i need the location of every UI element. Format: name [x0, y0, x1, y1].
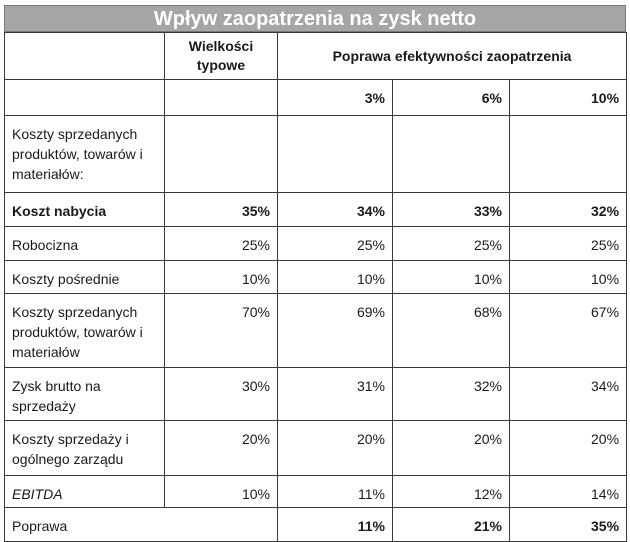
row-value: 35% — [165, 193, 278, 227]
row-value: 31% — [278, 368, 393, 421]
row-label-zysk-brutto: Zysk brutto na sprzedaży — [5, 368, 165, 421]
table-row — [5, 476, 627, 508]
percent-col-3: 10% — [510, 80, 627, 116]
table-title: Wpływ zaopatrzenia na zysk netto — [4, 5, 626, 32]
row-label-koszty-sprzedazy: Koszty sprzedaży i ogólnego zarządu — [5, 421, 165, 476]
percent-col-2: 6% — [393, 80, 510, 116]
final-row-empty — [165, 508, 278, 542]
empty-percent-label-cell — [5, 80, 165, 116]
row-value: 20% — [510, 421, 627, 476]
row-value: 68% — [393, 294, 510, 368]
row-value: 32% — [393, 368, 510, 421]
row-value: 32% — [510, 193, 627, 227]
row-value: 25% — [278, 227, 393, 261]
percent-col-1: 3% — [278, 80, 393, 116]
intro-row — [5, 116, 627, 193]
row-label-koszt-nabycia: Koszt nabycia — [5, 193, 165, 227]
percent-row — [5, 80, 627, 116]
header-typical: Wielkości typowe — [165, 33, 278, 80]
table-row — [5, 421, 627, 476]
row-value: 25% — [510, 227, 627, 261]
header-row — [5, 33, 627, 80]
row-value: 70% — [165, 294, 278, 368]
row-value: 21% — [393, 508, 510, 542]
row-value: 20% — [165, 421, 278, 476]
table-row — [5, 294, 627, 368]
row-label-koszty-posrednie: Koszty pośrednie — [5, 261, 165, 294]
row-value: 10% — [393, 261, 510, 294]
row-value: 25% — [393, 227, 510, 261]
row-value: 11% — [278, 508, 393, 542]
row-value: 12% — [393, 476, 510, 508]
intro-empty-3 — [393, 116, 510, 193]
row-label-robocizna: Robocizna — [5, 227, 165, 261]
intro-empty-2 — [278, 116, 393, 193]
row-value: 35% — [510, 508, 627, 542]
final-row — [5, 508, 627, 542]
impact-table — [4, 32, 627, 542]
table-row — [5, 368, 627, 421]
intro-empty-4 — [510, 116, 627, 193]
row-value: 33% — [393, 193, 510, 227]
row-value: 20% — [278, 421, 393, 476]
row-value: 10% — [165, 476, 278, 508]
table-row — [5, 261, 627, 294]
row-value: 69% — [278, 294, 393, 368]
row-value: 10% — [165, 261, 278, 294]
row-label-koszty-sprzedanych: Koszty sprzedanych produktów, towarów i materiałów — [5, 294, 165, 368]
row-value: 67% — [510, 294, 627, 368]
row-value: 25% — [165, 227, 278, 261]
row-value: 10% — [278, 261, 393, 294]
row-value: 34% — [510, 368, 627, 421]
row-value: 20% — [393, 421, 510, 476]
header-improvement: Poprawa efektywności zaopatrzenia — [278, 33, 627, 80]
empty-header-cell — [5, 33, 165, 80]
row-value: 11% — [278, 476, 393, 508]
row-label-poprawa: Poprawa — [5, 508, 165, 542]
table-row — [5, 227, 627, 261]
empty-percent-typical-cell — [165, 80, 278, 116]
row-value: 30% — [165, 368, 278, 421]
row-value: 14% — [510, 476, 627, 508]
row-label-ebitda: EBITDA — [5, 476, 165, 508]
table-row — [5, 193, 627, 227]
intro-row-label: Koszty sprzedanych produktów, towarów i materiałów: — [5, 116, 165, 193]
intro-empty-1 — [165, 116, 278, 193]
impact-table-container — [4, 5, 626, 536]
row-value: 10% — [510, 261, 627, 294]
row-value: 34% — [278, 193, 393, 227]
